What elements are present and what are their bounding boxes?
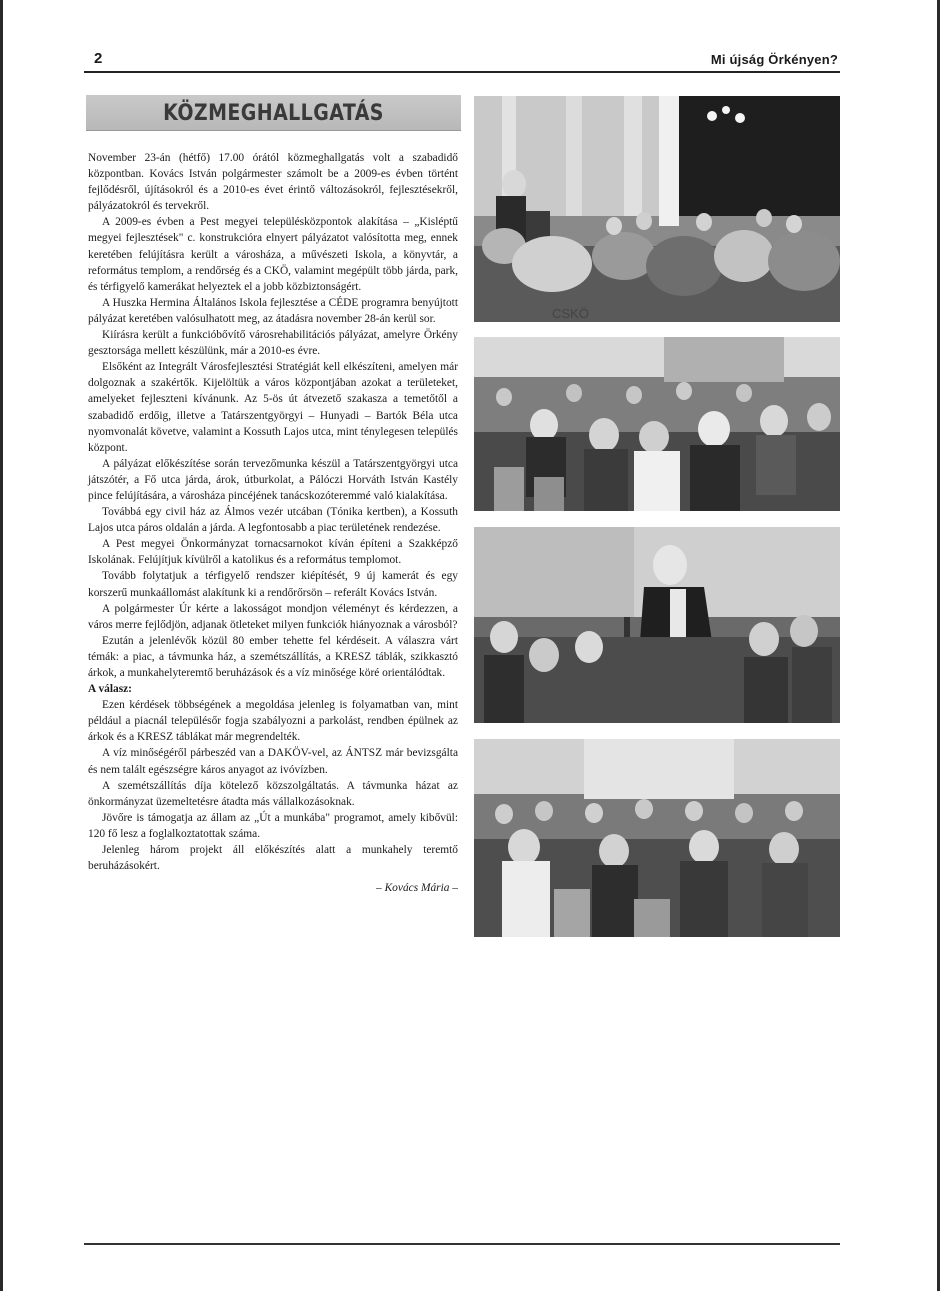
scan-edge-left xyxy=(0,0,3,1291)
article-paragraph: A Pest megyei Önkormányzat tornacsarnokot kíván építeni a Szakképző Iskolának. Felújítjuk kívülről a katolikus és a református templomot. xyxy=(88,538,458,567)
photo-1-sign-text: CSKÖ xyxy=(552,306,589,321)
article-body xyxy=(88,150,458,896)
footer-rule xyxy=(84,1243,840,1245)
answer-paragraph: Jelenleg három projekt áll előkészítés alatt a munkahely teremtő beruházásokért. xyxy=(88,844,458,873)
article-paragraph: Tovább folytatjuk a térfigyelő rendszer kiépítését, 9 új kamerát és egy korszerű munkaállomást alakítunk ki a rendőrőrsön – referált Kovács István. xyxy=(88,570,458,599)
article-paragraph: Ezután a jelenlévők közül 80 ember tehette fel kérdéseit. A válaszra várt témák: a piac, a távmunka ház, a szemétszállítás, a KRESZ táblák, szikkasztó árkok, a munkahelyteremtő beruházások és a víz minősége köré orientálódtak. xyxy=(88,634,458,679)
photo-4-image xyxy=(474,739,840,937)
photo-seated-audience xyxy=(474,337,840,511)
article-paragraph: Elsőként az Integrált Városfejlesztési Stratégiát kell elkészíteni, amelyen már dolgoznak a szakértők. Kijelöltük a város központjában azokat a területeket, amelyeket fejleszteni kívánunk. Az 5-ös út átvezető szakasza a temetőtől a szabadidő erdőig, illetve a Tatárszentgyörgyi – Hunyadi – Bartók Béla utca nyomvonalát követve, valamint a Kossuth Lajos utca, mint ténylegesen település központ. xyxy=(88,361,458,454)
photo-3-image xyxy=(474,527,840,723)
publication-title: Mi újság Örkényen? xyxy=(710,52,838,67)
photo-man-with-microphone xyxy=(474,527,840,723)
article-paragraph: Kiírásra került a funkcióbővítő városrehabilitációs pályázat, amelyre Örkény gesztorsága mellett készülünk, már a 2010-es évre. xyxy=(88,329,458,358)
photo-audience-rows xyxy=(474,739,840,937)
article-byline: – Kovács Mária – xyxy=(376,882,458,895)
photo-speaker-at-podium xyxy=(474,96,840,322)
answer-heading: A válasz: xyxy=(88,683,132,696)
article-paragraph: Továbbá egy civil ház az Álmos vezér utcában (Tónika kertben), a Kossuth Lajos utca páros oldalán a járda. A legfontosabb a piac területének rendezése. xyxy=(88,506,458,535)
article-title: KÖZMEGHALLGATÁS xyxy=(163,100,384,126)
article-paragraph: A 2009-es évben a Pest megyei településközpontok alakítása – „Kisléptű megyei fejlesztések" c. konstrukcióra elnyert pályázatot valósította meg, ennek keretében felújításra került a városháza, a művészeti Iskola, a könyvtár, a református templom, a rendőrség és a CKÖ, valamint megépült több járda, park, és térfigyelő kamerákat helyeztek el a jobb közbiztonságért. xyxy=(88,216,458,293)
article-paragraph: A pályázat előkészítése során tervezőmunka készül a Tatárszentgyörgyi utca játszótér, a Fő utca járda, árok, útburkolat, a Pálóczi Horváth István Kastély pince felújítására, a városháza pincéjének tanácskozóteremmé való kialakítása. xyxy=(88,457,458,502)
photo-2-image xyxy=(474,337,840,511)
answer-paragraph: Jövőre is támogatja az állam az „Út a munkába" programot, amely kibővül: 120 fő lesz a foglalkoztatottak száma. xyxy=(88,811,458,840)
article-paragraph: A polgármester Úr kérte a lakosságot mondjon véleményt és kérdezzen, a város merre fejlődjön, adjanak ötleteket milyen funkciók hiányoznak a városból? xyxy=(88,602,458,631)
article-paragraph: A Huszka Hermina Általános Iskola fejlesztése a CÉDE programra benyújtott pályázat keretében valósulhatott meg, az átadásra november 28-án kerül sor. xyxy=(88,296,458,325)
photo-1-image xyxy=(474,96,840,322)
answer-paragraph: A víz minőségéről párbeszéd van a DAKÖV-vel, az ÁNTSZ már bevizsgálta és nem talált egészségre káros anyagot az ivóvízben. xyxy=(88,747,458,776)
header-rule xyxy=(84,71,840,73)
page-header xyxy=(84,46,840,76)
article-paragraph: November 23-án (hétfő) 17.00 órától közmeghallgatás volt a szabadidő központban. Kovács István polgármester számolt be a 2009-es évben történt fejlődésről, újításokról és a 2010-es évet érintő változásokról, fejlesztésekről, pályázatokról és tervekről. xyxy=(88,152,458,213)
answer-paragraph: A szemétszállítás díja kötelező közszolgáltatás. A távmunka házat az önkormányzat üzemeltetésre átadta más vállalkozásoknak. xyxy=(88,779,458,808)
article-title-banner xyxy=(86,95,461,131)
answer-paragraph: Ezen kérdések többségének a megoldása jelenleg is folyamatban van, mint például a piacnál településőr fogja szabályozni a parkolást, rendben épülnek az árkok és a KRESZ táblákat már megrendelték. xyxy=(88,699,458,744)
page-number: 2 xyxy=(94,50,103,67)
